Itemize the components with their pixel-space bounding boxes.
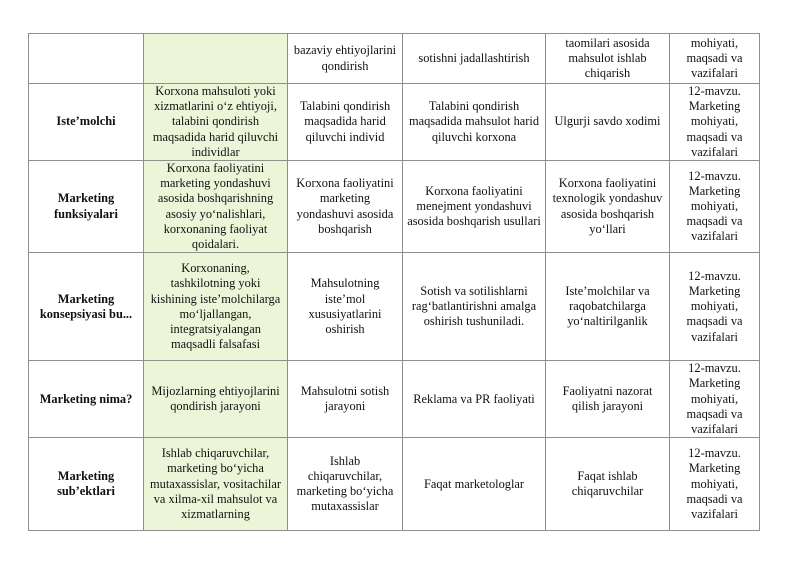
- option-cell: Mahsulotning iste’mol xususiyatlarini oshirish: [288, 253, 403, 361]
- option-cell: Faqat ishlab chiqaruvchilar: [546, 438, 670, 531]
- question-cell: Marketing nima?: [29, 361, 144, 438]
- option-cell: Talabini qondirish maqsadida harid qiluvchi individ: [288, 84, 403, 161]
- option-cell: Iste’molchilar va raqobatchilarga yo‘naltirilganlik: [546, 253, 670, 361]
- table-row: [29, 161, 760, 253]
- question-cell: Iste’molchi: [29, 84, 144, 161]
- option-cell: sotishni jadallashtirish: [403, 34, 546, 84]
- topic-cell: mohiyati, maqsadi va vazifalari: [670, 34, 760, 84]
- option-cell: taomilari asosida mahsulot ishlab chiqarish: [546, 34, 670, 84]
- correct-answer-cell: Korxonaning, tashkilotning yoki kishining iste’molchilarga mo‘ljallangan, integratsiyalangan maqsadli falsafasi: [144, 253, 288, 361]
- option-cell: Ulgurji savdo xodimi: [546, 84, 670, 161]
- option-cell: Ishlab chiqaruvchilar, marketing bo‘yicha mutaxassislar: [288, 438, 403, 531]
- question-cell: Marketing konsepsiyasi bu...: [29, 253, 144, 361]
- table-row: [29, 438, 760, 531]
- option-cell: Korxona faoliyatini menejment yondashuvi asosida boshqarish usullari: [403, 161, 546, 253]
- option-cell: Faqat marketologlar: [403, 438, 546, 531]
- table-row: [29, 253, 760, 361]
- option-cell: Reklama va PR faoliyati: [403, 361, 546, 438]
- option-cell: Mahsulotni sotish jarayoni: [288, 361, 403, 438]
- question-cell: Marketing sub’ektlari: [29, 438, 144, 531]
- correct-answer-cell: Ishlab chiqaruvchilar, marketing bo‘yicha mutaxassislar, vositachilar va xilma-xil mahsulot va xizmatlarning: [144, 438, 288, 531]
- topic-cell: 12-mavzu. Marketing mohiyati, maqsadi va vazifalari: [670, 253, 760, 361]
- option-cell: bazaviy ehtiyojlarini qondirish: [288, 34, 403, 84]
- correct-answer-cell: [144, 34, 288, 84]
- option-cell: Talabini qondirish maqsadida mahsulot harid qiluvchi korxona: [403, 84, 546, 161]
- table-row: [29, 361, 760, 438]
- question-cell: [29, 34, 144, 84]
- table-row: [29, 84, 760, 161]
- correct-answer-cell: Mijozlarning ehtiyojlarini qondirish jarayoni: [144, 361, 288, 438]
- topic-cell: 12-mavzu. Marketing mohiyati, maqsadi va vazifalari: [670, 361, 760, 438]
- option-cell: Faoliyatni nazorat qilish jarayoni: [546, 361, 670, 438]
- quiz-table: [28, 33, 760, 531]
- table-row: [29, 34, 760, 84]
- question-cell: Marketing funksiyalari: [29, 161, 144, 253]
- option-cell: Sotish va sotilishlarni rag‘batlantirishni amalga oshirish tushuniladi.: [403, 253, 546, 361]
- option-cell: Korxona faoliyatini marketing yondashuvi asosida boshqarish: [288, 161, 403, 253]
- topic-cell: 12-mavzu. Marketing mohiyati, maqsadi va vazifalari: [670, 161, 760, 253]
- topic-cell: 12-mavzu. Marketing mohiyati, maqsadi va vazifalari: [670, 84, 760, 161]
- topic-cell: 12-mavzu. Marketing mohiyati, maqsadi va vazifalari: [670, 438, 760, 531]
- option-cell: Korxona faoliyatini texnologik yondashuv asosida boshqarish yo‘llari: [546, 161, 670, 253]
- correct-answer-cell: Korxona mahsuloti yoki xizmatlarini o‘z ehtiyoji, talabini qondirish maqsadida harid qiluvchi individlar: [144, 84, 288, 161]
- correct-answer-cell: Korxona faoliyatini marketing yondashuvi asosida boshqarishning asosiy yo‘nalishlari, korxonaning faoliyat qoidalari.: [144, 161, 288, 253]
